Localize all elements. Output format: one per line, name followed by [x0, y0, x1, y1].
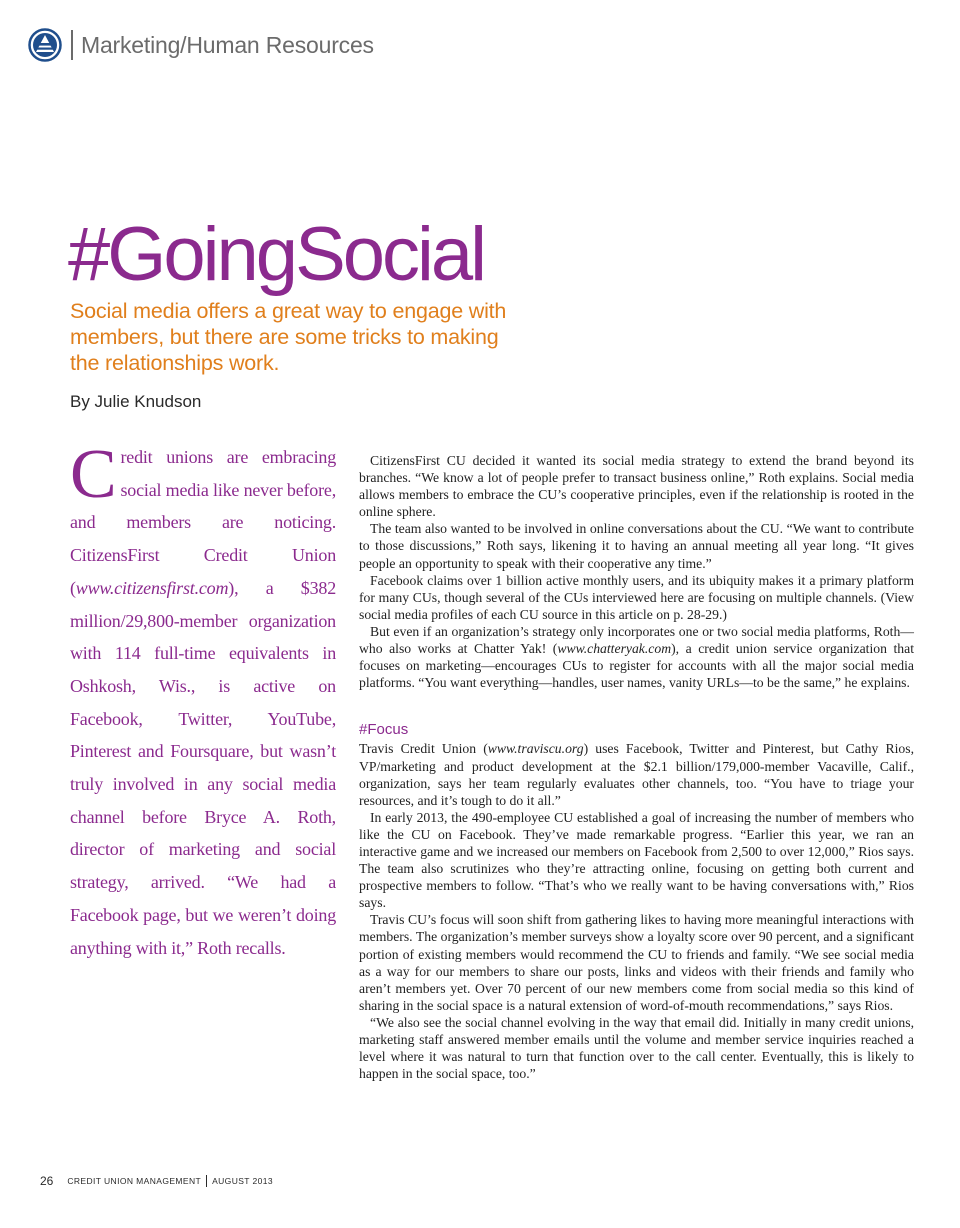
body-column [359, 452, 914, 1082]
body-paragraph [359, 740, 914, 808]
footer-divider [206, 1175, 207, 1187]
chatteryak-url: www.chatteryak.com [557, 641, 672, 657]
body-text: ) uses Facebook, Twitter and Pinterest, but Cathy Rios, VP/marketing and product development at the $2.1 billion/179,000-member Vacaville, Calif., organization, says her team regularly evaluates other channels, too. “You have to triage your resources, and it’s tough to do it all.” [359, 741, 914, 808]
body-paragraph: The team also wanted to be involved in online conversations about the CU. “We want to contribute to those discussions,” Roth says, likening it to having an annual meeting all year long. “It gives people an opportunity to speak with their cooperative any time.” [359, 521, 914, 571]
page-header [28, 27, 374, 63]
body-text: But even if an organization’s strategy only incorporates one or two social media platforms, Roth—who also works at Chatter Yak! ( [359, 623, 914, 657]
body-paragraph: Travis CU’s focus will soon shift from gathering likes to having more meaningful interactions with members. The organization’s member surveys show a loyalty score over 90 percent, and a significant portion of existing members would recommend the CU to friends and family. “We see social media as a way for our members to share our posts, links and videos with their friends and family who aren’t members yet. Over 70 percent of our new members come from social media so this kind of sharing in the social space is a natural extension of word-of-mouth recommendations,” says Rios. [359, 912, 914, 1013]
article-deck: Social media offers a great way to engage with members, but there are some tricks to making the relationships work. [70, 299, 507, 375]
body-paragraph: “We also see the social channel evolving in the way that email did. Initially in many credit unions, marketing staff answered member emails until the volume and member service inquiries reached a level where it was natural to turn that function over to the call center. Eventually, this is likely to happen in the social space, too.” [359, 1014, 914, 1082]
body-text: ), a credit union service organization that focuses on marketing—encourages CUs to register for accounts with all the major social media platforms. “You want everything—handles, user names, vanity URLs—to be the same,” he explains. [359, 641, 914, 691]
lede-url: www.citizensfirst.com [75, 577, 229, 598]
publication-name: CREDIT UNION MANAGEMENT [67, 1176, 202, 1186]
cum-logo-icon [28, 28, 62, 62]
body-paragraph: In early 2013, the 490-employee CU established a goal of increasing the number of members who like the CU on Facebook. They’ve made remarkable progress. “Earlier this year, we ran an interactive game and we increased our members on Facebook from 2,500 to over 12,000,” Rios says. The team also scrutinizes who they’re attracting online, focusing on getting both current and prospective members to follow. “That’s who we really want to be having conversations with,” Rios says. [359, 809, 914, 911]
body-paragraph: CitizensFirst CU decided it wanted its social media strategy to extend the brand beyond its branches. “We know a lot of people prefer to transact business online,” Roth explains. Social media allows members to embrace the CU’s cooperative principles, even if the relationship is rooted in the online sphere. [359, 453, 914, 520]
traviscu-url: www.traviscu.org [487, 741, 584, 757]
focus-subheading: #Focus [359, 721, 409, 739]
article-title: #GoingSocial [68, 212, 485, 297]
body-text: Travis Credit Union ( [359, 741, 488, 757]
drop-cap: C [70, 436, 117, 513]
lede-text-continued: ), a $382 million/29,800-member organization with 114 full-time equivalents in Oshkosh, Wis., is active on Facebook, Twitter, YouTube, Pinterest and Foursquare, but wasn’t truly involved in any social media channel before Bryce A. Roth, director of marketing and social strategy, arrived. “We had a Facebook page, but we weren’t doing anything with it,” Roth recalls. [70, 577, 336, 958]
page-footer [40, 1174, 273, 1188]
section-label: Marketing/Human Resources [81, 31, 374, 58]
page-number: 26 [40, 1174, 54, 1188]
issue-date: AUGUST 2013 [212, 1176, 274, 1186]
header-divider [71, 30, 73, 60]
body-paragraph: Facebook claims over 1 billion active monthly users, and its ubiquity makes it a primary platform for many CUs, though several of the CUs interviewed here are focusing on multiple channels. (View social media profiles of each CU source in this article on p. 28-29.) [359, 572, 914, 622]
lede-text: redit unions are embracing social media like never before, and members are noticing. CitizensFirst Credit Union ( [70, 447, 336, 598]
byline: By Julie Knudson [70, 392, 202, 411]
lede-paragraph [70, 436, 336, 964]
body-paragraph [359, 623, 914, 691]
